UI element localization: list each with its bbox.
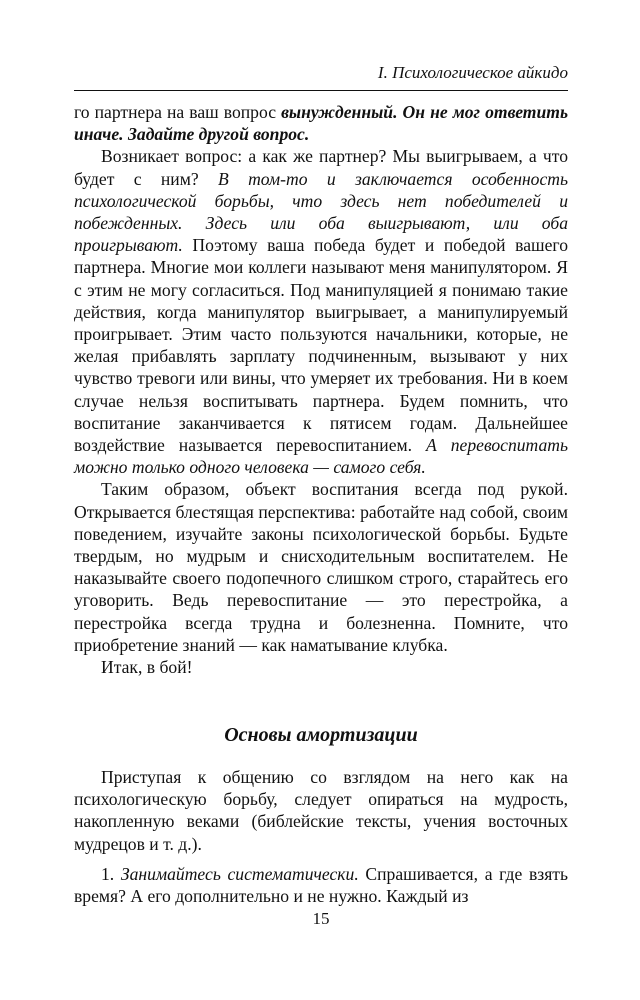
section-heading: Основы амортизации	[224, 724, 418, 746]
main-text	[74, 101, 568, 678]
paragraph-1	[74, 101, 568, 145]
text-run: Таким образом, объект воспитания всегда под рукой. Открывается блестящая перспектива: работайте над собой, своим поведением, изучайте законы психологической борьбы. Будьте твердым, но мудрым и снисходительным воспитателем. Не наказывайте своего подопечного слишком строго, старайтесь его уговорить. Ведь перевоспитание — это перестройка, а перестройка всегда трудна и болезненна. Помните, что приобретение знаний — как наматывание клубка.	[74, 479, 568, 655]
paragraph-2	[74, 145, 568, 478]
italic-run: А перевоспитать можно только одного человека — самого себя.	[74, 435, 568, 478]
italic-run: В том-то и заключается особенность психологической борьбы, что здесь нет победителей и побежденных. Здесь или оба выигрывают, или оба проигрывают.	[74, 168, 568, 256]
section-text	[74, 766, 568, 907]
running-header: I. Психологическое айкидо	[377, 63, 568, 82]
text-run: Возникает вопрос: а как же партнер? Мы выигрываем, а что будет с ним?	[74, 146, 568, 189]
text-run: Приступая к общению со взглядом на него как на психологическую борьбу, следует опираться на мудрость, накопленную веками (библейские тексты, учения восточных мудрецов и т. д.).	[74, 767, 568, 854]
paragraph-6	[74, 863, 568, 907]
paragraph-5	[74, 766, 568, 855]
text-run: Спрашивается, а где взять время? А его дополнительно и не нужно. Каждый из	[74, 863, 569, 907]
paragraph-gap	[74, 855, 568, 863]
emphasis-run: вынужденный. Он не мог ответить иначе. Задайте другой вопрос.	[74, 102, 568, 145]
italic-run: Занимайтесь систематически.	[120, 863, 359, 884]
header-rule	[74, 90, 568, 91]
text-run: Итак, в бой!	[101, 657, 193, 678]
text-run: 1.	[101, 863, 121, 884]
paragraph-3	[74, 478, 568, 656]
page-number: 15	[312, 909, 330, 928]
text-run: го партнера на ваш вопрос	[74, 102, 282, 122]
text-run: Поэтому ваша победа будет и победой вашего партнера. Многие мои коллеги называют меня манипулятором. Я с этим не могу согласиться. Под манипуляцией я понимаю такие действия, когда манипулятор выигрывает, а манипулируемый проигрывает. Этим часто пользуются начальники, которые, не желая прибавлять зарплату подчиненным, вызывают у них чувство тревоги или вины, что умеряет их требования. Ни в коем случае нельзя воспитывать партнера. Будем помнить, что воспитание заканчивается к пятисем годам. Дальнейшее воздействие называется перевоспитанием.	[74, 235, 568, 456]
paragraph-4	[74, 656, 568, 678]
